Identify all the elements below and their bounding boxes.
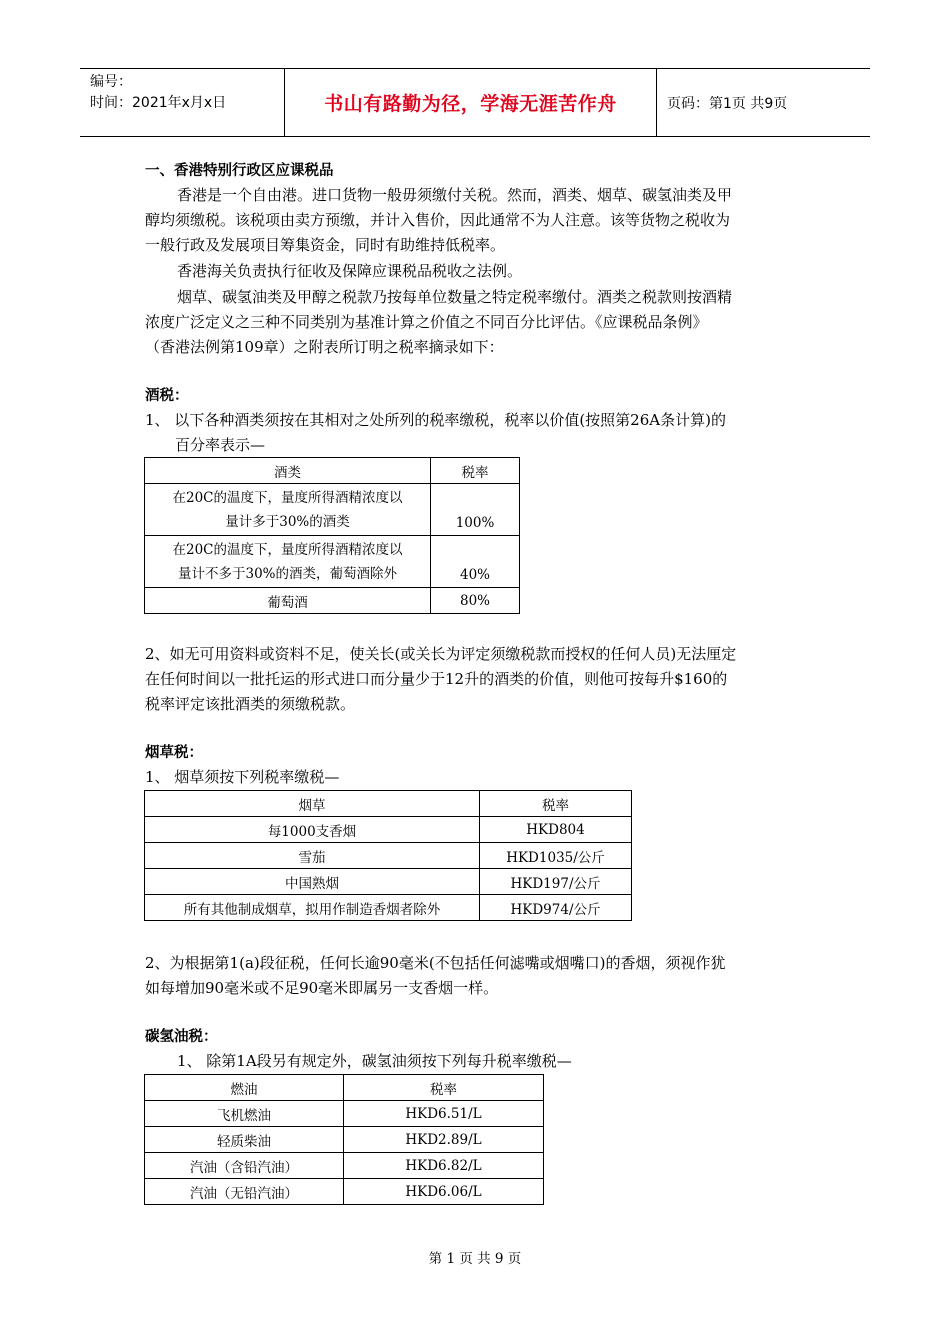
- table-cell: 葡萄酒: [145, 588, 431, 614]
- table-cell: HKD2.89/L: [344, 1127, 544, 1153]
- paragraph-line: 香港是一个自由港。进口货物一般毋须缴付关税。然而，酒类、烟草、碳氢油类及甲: [177, 186, 733, 204]
- cell-line: 在20C的温度下，量度所得酒精浓度以: [172, 541, 403, 558]
- table-cell: [145, 536, 431, 588]
- paragraph-line: 浓度广泛定义之三种不同类别为基准计算之价值之不同百分比评估。《应课税品条例》: [145, 313, 708, 331]
- table-header-cell: 税率: [344, 1075, 544, 1101]
- table-row: [145, 1127, 544, 1153]
- liquor-item2-line2: 在任何时间以一批托运的形式进口而分量少于12升的酒类的价值，则他可按每升$160的: [145, 670, 728, 688]
- hydrocarbon-rate-table: [144, 1074, 544, 1205]
- liquor-item2-line1: 2、如无可用资料或资料不足，使关长(或关长为评定须缴税款而授权的任何人员)无法厘定: [145, 645, 737, 663]
- table-cell: 每1000支香烟: [145, 817, 480, 843]
- table-cell: HKD804: [480, 817, 632, 843]
- paragraph-line: 醇均须缴税。该税项由卖方预缴，并计入售价，因此通常不为人注意。该等货物之税收为: [145, 211, 731, 229]
- table-header-row: [145, 458, 520, 484]
- hydrocarbon-item1: 1、 除第1A段另有规定外，碳氢油须按下列每升税率缴税—: [177, 1052, 572, 1070]
- paragraph-line: 烟草、碳氢油类及甲醇之税款乃按每单位数量之特定税率缴付。酒类之税款则按酒精: [177, 288, 733, 306]
- cell-line: 量计多于30%的酒类: [225, 513, 350, 530]
- table-header-cell: 酒类: [145, 458, 431, 484]
- table-cell: 轻质柴油: [145, 1127, 344, 1153]
- page-header: [80, 68, 870, 137]
- table-cell: 100%: [431, 484, 520, 536]
- tobacco-item2-line1: 2、为根据第1(a)段征税，任何长逾90毫米(不包括任何滤嘴或烟嘴口)的香烟，须视作犹: [145, 954, 726, 972]
- table-header-row: [145, 1075, 544, 1101]
- paragraph-line: 香港海关负责执行征收及保障应课税品税收之法例。: [177, 262, 523, 280]
- table-cell: 80%: [431, 588, 520, 614]
- table-row: [145, 1153, 544, 1179]
- header-time-label: 时间：2021年x月x日: [90, 95, 227, 111]
- table-row: [145, 588, 520, 614]
- header-page-label: 页码：第1页 共9页: [667, 95, 788, 112]
- table-cell: 雪茄: [145, 843, 480, 869]
- table-cell: HKD197/公斤: [480, 869, 632, 895]
- table-cell: 中国熟烟: [145, 869, 480, 895]
- table-cell: HKD6.51/L: [344, 1101, 544, 1127]
- table-row: [145, 817, 632, 843]
- table-cell: [145, 484, 431, 536]
- paragraph-line: 一般行政及发展项目筹集资金，同时有助维持低税率。: [145, 236, 506, 254]
- liquor-item1-line1: 1、 以下各种酒类须按在其相对之处所列的税率缴税，税率以价值(按照第26A条计算)的: [145, 411, 726, 429]
- table-header-row: [145, 791, 632, 817]
- liquor-rate-table: [144, 457, 520, 614]
- table-header-cell: 燃油: [145, 1075, 344, 1101]
- table-cell: 汽油（无铅汽油）: [145, 1179, 344, 1205]
- liquor-item1-line2: 百分率表示—: [175, 436, 266, 454]
- table-cell: 所有其他制成烟草，拟用作制造香烟者除外: [145, 895, 480, 921]
- paragraph-line: （香港法例第109章）之附表所订明之税率摘录如下：: [145, 338, 504, 356]
- table-row: [145, 843, 632, 869]
- cell-line: 在20C的温度下，量度所得酒精浓度以: [172, 489, 403, 506]
- table-header-cell: 税率: [431, 458, 520, 484]
- table-row: [145, 895, 632, 921]
- cell-line: 量计不多于30%的酒类，葡萄酒除外: [177, 565, 397, 582]
- table-row: [145, 536, 520, 588]
- table-header-cell: 烟草: [145, 791, 480, 817]
- table-row: [145, 1101, 544, 1127]
- table-cell: HKD6.06/L: [344, 1179, 544, 1205]
- table-cell: HKD1035/公斤: [480, 843, 632, 869]
- liquor-item2-line3: 税率评定该批酒类的须缴税款。: [145, 695, 356, 713]
- tobacco-item1: 1、 烟草须按下列税率缴税—: [145, 768, 340, 786]
- tobacco-rate-table: [144, 790, 632, 921]
- table-row: [145, 484, 520, 536]
- header-number-label: 编号：: [90, 74, 132, 90]
- liquor-title: 酒税：: [145, 388, 189, 404]
- hydrocarbon-title: 碳氢油税：: [145, 1029, 218, 1045]
- table-cell: 汽油（含铅汽油）: [145, 1153, 344, 1179]
- header-motto: 书山有路勤为径，学海无涯苦作舟: [284, 69, 657, 136]
- table-cell: 40%: [431, 536, 520, 588]
- header-meta: [80, 69, 284, 136]
- tobacco-item2-line2: 如每增加90毫米或不足90毫米即属另一支香烟一样。: [145, 979, 499, 997]
- section-title: 一、香港特别行政区应课税品: [145, 163, 334, 179]
- table-cell: HKD6.82/L: [344, 1153, 544, 1179]
- table-cell: HKD974/公斤: [480, 895, 632, 921]
- table-row: [145, 869, 632, 895]
- tobacco-title: 烟草税：: [145, 745, 203, 761]
- table-cell: 飞机燃油: [145, 1101, 344, 1127]
- page-footer: 第 1 页 共 9 页: [428, 1251, 522, 1267]
- table-row: [145, 1179, 544, 1205]
- table-header-cell: 税率: [480, 791, 632, 817]
